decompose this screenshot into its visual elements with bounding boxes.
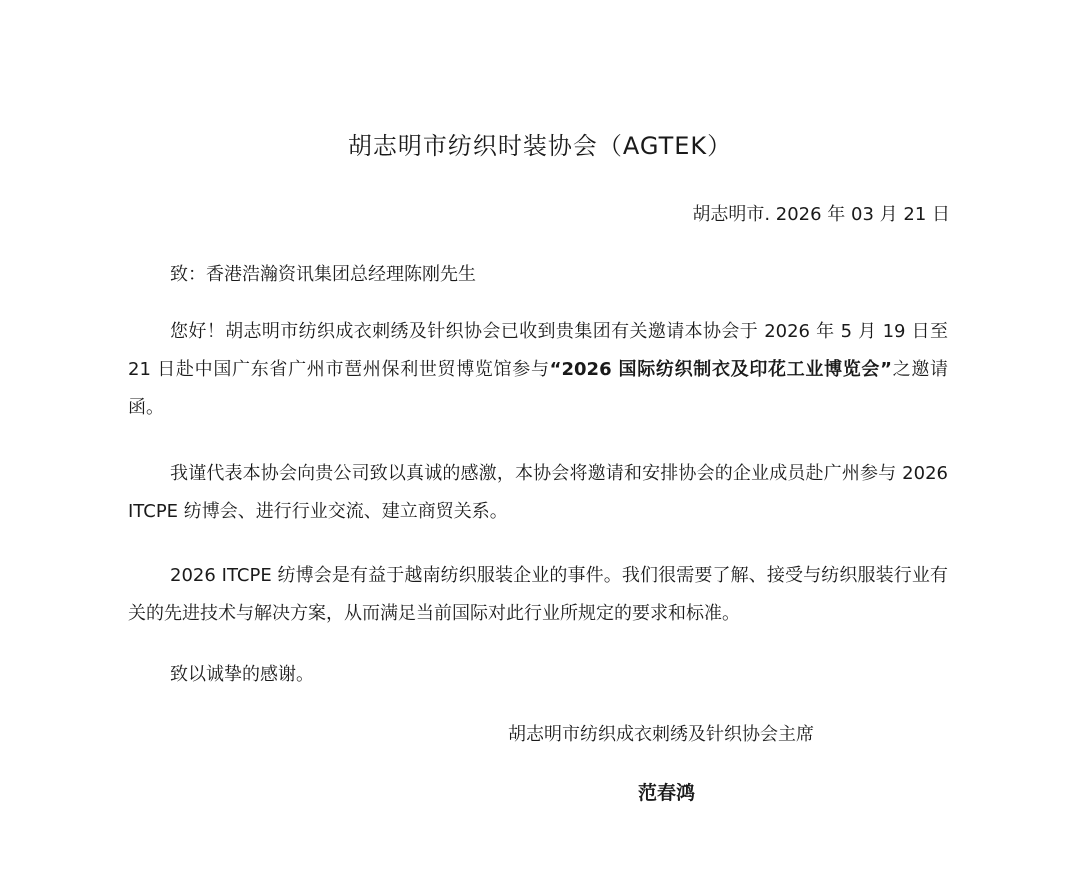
document-title: 胡志明市纺织时装协会（AGTEK）	[347, 132, 733, 160]
paragraph-event-benefit: 2026 ITCPE 纺博会是有益于越南纺织服装企业的事件。我们很需要了解、接受与纺织服装行业有关的先进技术与解决方案，从而满足当前国际对此行业所规定的要求和标准。	[128, 565, 948, 624]
closing-line: 致以诚挚的感谢。	[170, 664, 314, 685]
paragraph-gratitude: 我谨代表本协会向贵公司致以真诚的感激，本协会将邀请和安排协会的企业成员赴广州参与 2026 ITCPE 纺博会、进行行业交流、建立商贸关系。	[128, 463, 948, 522]
salutation: 致：香港浩瀚资讯集团总经理陈刚先生	[170, 264, 476, 285]
event-name: “2026 国际纺织制衣及印花工业博览会”	[549, 359, 892, 380]
signature-name: 范春鸿	[638, 782, 696, 804]
signature-organization: 胡志明市纺织成衣刺绣及针织协会主席	[508, 724, 814, 745]
paragraph-invitation	[128, 313, 948, 427]
paragraph-invitation-text: 您好！胡志明市纺织成衣刺绣及针织协会已收到贵集团有关邀请本协会于 2026 年 5 月 19 日至 21 日赴中国广东省广州市琶州保利世贸博览馆参与	[128, 321, 948, 380]
paragraph-invitation-end: 之邀请函。	[128, 359, 949, 418]
document-date: 胡志明市. 2026 年 03 月 21 日	[692, 204, 950, 225]
